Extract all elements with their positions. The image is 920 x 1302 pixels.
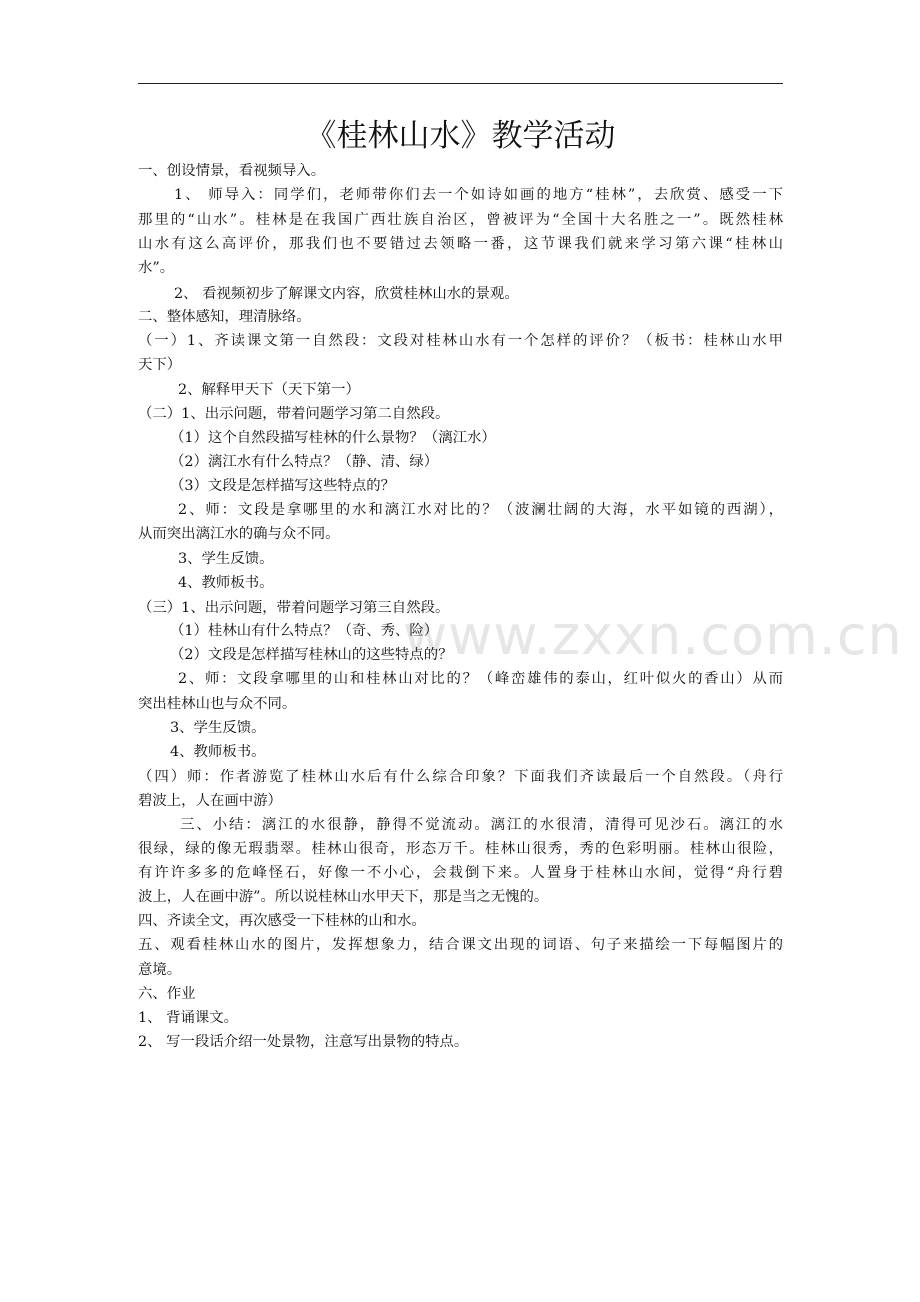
paragraph-line: （2）文段是怎样描写桂林山的这些特点的？ (170, 647, 453, 663)
list-item: 1、 背诵课文。 (138, 1010, 239, 1026)
paragraph-line: 4、教师板书。 (178, 575, 274, 591)
paragraph-line: （3）文段是怎样描写这些特点的？ (170, 478, 396, 494)
paragraph-line: 从而突出漓江水的确与众不同。 (138, 526, 340, 542)
paragraph-line: 3、学生反馈。 (178, 551, 274, 567)
section-heading: 一、创设情景，看视频导入。 (138, 163, 326, 179)
paragraph-line: （三）1、出示问题，带着问题学习第三自然段。 (138, 600, 450, 616)
paragraph-line: 很绿，绿的像无瑕翡翠。桂林山很奇，形态万千。桂林山很秀，秀的色彩明丽。桂林山很险， (138, 841, 783, 857)
paragraph-line: 三、小结：漓江的水很静，静得不觉流动。漓江的水很清，清得可见沙石。漓江的水 (180, 817, 783, 833)
paragraph-line: 那里的“山水”。桂林是在我国广西壮族自治区，曾被评为“全国十大名胜之一”。既然桂林 (138, 212, 783, 228)
paragraph-line: 天下） (138, 357, 182, 373)
paragraph-line: 山水有这么高评价，那我们也不要错过去领略一番，这节课我们就来学习第六课“桂林山 (138, 236, 783, 252)
paragraph-line: （二）1、出示问题，带着问题学习第二自然段。 (138, 406, 450, 422)
paragraph-line: 1、 师导入：同学们，老师带你们去一个如诗如画的地方“桂林”，去欣赏、感受一下 (174, 187, 783, 203)
paragraph-line: （四）师：作者游览了桂林山水后有什么综合印象？下面我们齐读最后一个自然段。（舟行 (138, 769, 783, 785)
list-item: 2、 写一段话介绍一处景物，注意写出景物的特点。 (138, 1034, 469, 1050)
paragraph-line: 碧波上，人在画中游） (138, 793, 282, 809)
paragraph-line: 4、教师板书。 (170, 744, 266, 760)
paragraph-line: 意境。 (138, 962, 182, 978)
paragraph-line: 2、师：文段是拿哪里的水和漓江水对比的？（波澜壮阔的大海，水平如镜的西湖）， (178, 502, 783, 518)
section-heading: 五、观看桂林山水的图片，发挥想象力，结合课文出现的词语、句子来描绘一下每幅图片的 (138, 937, 783, 953)
section-heading: 二、整体感知，理清脉络。 (138, 309, 311, 325)
document-title: 《桂林山水》教学活动 (305, 118, 616, 154)
paragraph-line: 波上，人在画中游”。所以说桂林山水甲天下，那是当之无愧的。 (138, 889, 549, 905)
paragraph-line: 2、师：文段拿哪里的山和桂林山对比的？（峰峦雄伟的泰山，红叶似火的香山）从而 (178, 671, 783, 687)
paragraph-line: 2、 看视频初步了解课文内容，欣赏桂林山水的景观。 (174, 286, 519, 302)
paragraph-line: （1）这个自然段描写桂林的什么景物？（漓江水） (170, 430, 496, 446)
header-rule (138, 83, 783, 84)
section-heading: 六、作业 (138, 986, 196, 1002)
paragraph-line: （2）漓江水有什么特点？（静、清、绿） (170, 454, 439, 470)
paragraph-line: 有许许多多的危峰怪石，好像一不小心，会栽倒下来。人置身于桂林山水间，觉得“舟行碧 (138, 865, 783, 881)
paragraph-line: （1）桂林山有什么特点？（奇、秀、险） (170, 623, 439, 639)
watermark: www.zxxn.com.cn (403, 604, 903, 667)
paragraph-line: 3、学生反馈。 (170, 720, 266, 736)
paragraph-line: 突出桂林山也与众不同。 (138, 696, 297, 712)
paragraph-line: 水”。 (138, 260, 175, 276)
paragraph-line: 2、解释甲天下（天下第一） (178, 382, 360, 398)
section-heading: 四、齐读全文，再次感受一下桂林的山和水。 (138, 913, 426, 929)
paragraph-line: （一）1、齐读课文第一自然段：文段对桂林山水有一个怎样的评价？（板书：桂林山水甲 (138, 333, 783, 349)
